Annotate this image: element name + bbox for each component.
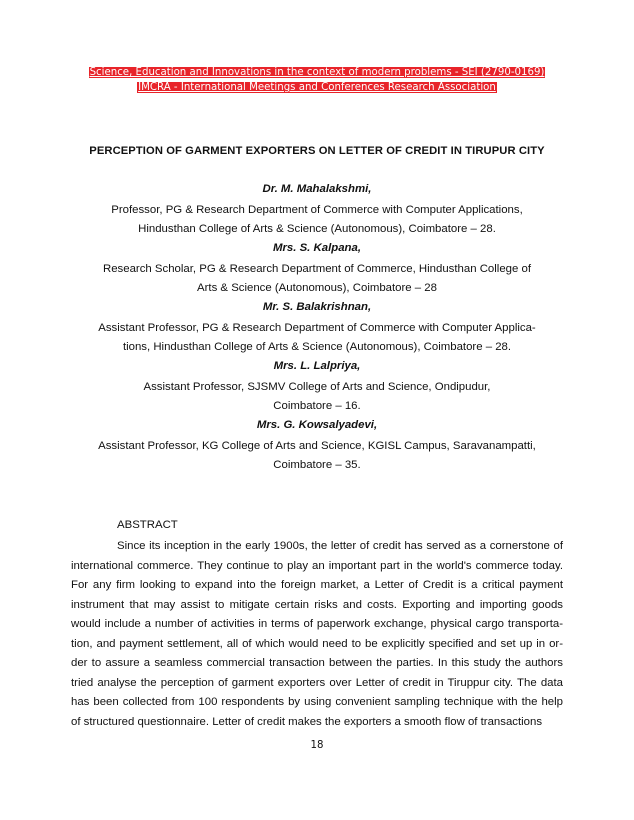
author-affiliation-3b: tions, Hindusthan College of Arts & Science (Autonomous), Coimbatore – 28. [122,341,512,353]
author-affiliation-4b: Coimbatore – 16. [273,400,361,412]
journal-header-text: Science, Education and Innovations in the context of modern problems - SEI (2790-0169) [89,67,545,78]
conference-header-text: IMCRA - International Meetings and Conferences Research Association [138,82,496,93]
author-name-3: Mr. S. Balakrishnan, [262,301,372,313]
abstract-heading: ABSTRACT [117,519,178,531]
author-name-2: Mrs. S. Kalpana, [273,242,361,254]
author-affiliation-2a: Research Scholar, PG & Research Department of Commerce, Hindusthan College of [103,263,531,275]
page-number: 18 [310,740,324,751]
author-name-5: Mrs. G. Kowsalyadevi, [256,419,378,431]
author-name-1: Dr. M. Mahalakshmi, [262,183,372,195]
journal-header-line2 [0,81,634,95]
author-affiliation-4a: Assistant Professor, SJSMV College of Arts and Science, Ondipudur, [143,381,491,393]
paper-title: PERCEPTION OF GARMENT EXPORTERS ON LETTER OF CREDIT IN TIRUPUR CITY [89,145,545,157]
author-affiliation-5a: Assistant Professor, KG College of Arts and Science, KGISL Campus, Saravanampatti, [98,440,536,452]
author-affiliation-2b: Arts & Science (Autonomous), Coimbatore – 28 [197,282,437,294]
journal-header-line1 [0,66,634,80]
author-affiliation-1a: Professor, PG & Research Department of Commerce with Computer Applications, [111,204,523,216]
abstract-body: Since its inception in the early 1900s, the letter of credit has served as a cornerstone of international commerce. They continue to play an important part in the world's commerce today. For any firm looking to expand into the foreign market, a Letter of Credit is a critical payment instrument that may assist to mitigate certain risks and costs. Exporting and importing goods would include a number of activities in terms of paperwork exchange, physical cargo transporta-tion, and payment settlement, all of which would need to be explicitly specified and set up in or-der to assure a seamless commercial transaction between the parties. In this study the authors tried analyse the perception of garment exporters over Letter of credit in Tiruppur city. The data has been collected from 100 respondents by using convenient sampling technique with the help of structured questionnaire. Letter of credit makes the exporters a smooth flow of transactions [71,540,563,728]
author-affiliation-3a: Assistant Professor, PG & Research Department of Commerce with Computer Applica- [98,322,536,334]
author-name-4: Mrs. L. Lalpriya, [273,360,361,372]
author-affiliation-1b: Hindusthan College of Arts & Science (Autonomous), Coimbatore – 28. [138,223,496,235]
author-affiliation-5b: Coimbatore – 35. [273,459,361,471]
